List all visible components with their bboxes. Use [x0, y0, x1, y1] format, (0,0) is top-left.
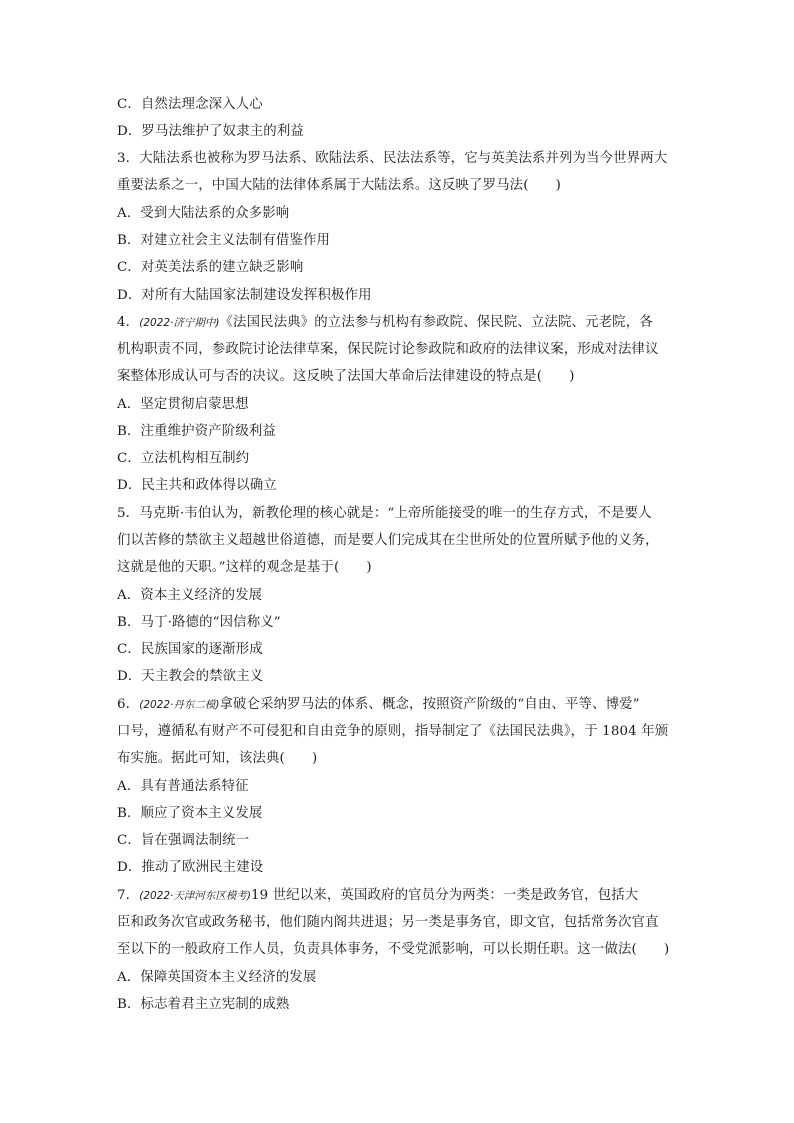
question-number: 3． — [117, 151, 140, 166]
question-6-stem-line-3: 布实施。据此可知，该法典( ) — [117, 751, 318, 766]
question-number: 7． — [117, 888, 140, 903]
option-q7-a: A．保障英国资本主义经济的发展 — [117, 970, 317, 985]
option-q4-a: A．坚定贯彻启蒙思想 — [117, 397, 249, 412]
stem-text: 拿破仑采纳罗马法的体系、概念，按照资产阶级的“自由、平等、博爱” — [219, 697, 640, 712]
option-q6-a: A．具有普通法系特征 — [117, 779, 249, 794]
option-q6-d: D．推动了欧洲民主建设 — [117, 860, 264, 875]
question-6-stem-line-2: 口号，遵循私有财产不可侵犯和自由竞争的原则，指导制定了《法国民法典》，于 1804 年颁 — [117, 724, 669, 739]
option-q5-c: C．民族国家的逐渐形成 — [117, 642, 263, 657]
question-number: 4． — [117, 315, 140, 330]
option-q3-c: C．对英美法系的建立缺乏影响 — [117, 260, 304, 275]
option-q6-b: B．顺应了资本主义发展 — [117, 806, 263, 821]
question-7-stem-line-2: 臣和政务次官或政务秘书，他们随内阁共进退；另一类是事务官，即文官，包括常务次官直 — [117, 915, 659, 930]
option-q3-a: A．受到大陆法系的众多影响 — [117, 206, 290, 221]
option-q5-a: A．资本主义经济的发展 — [117, 588, 263, 603]
option-q3-d: D．对所有大陆国家法制建设发挥积极作用 — [117, 288, 372, 303]
stem-text: 马克斯·韦伯认为，新教伦理的核心就是：“上帝所能接受的唯一的生存方式，不是要人 — [139, 506, 652, 521]
option-q5-d: D．天主教会的禁欲主义 — [117, 669, 264, 684]
question-5-stem-line-2: 们以苦修的禁欲主义超越世俗道德，而是要人们完成其在尘世所处的位置所赋予他的义务， — [117, 533, 659, 548]
question-number: 6． — [117, 697, 140, 712]
question-source: (2022·济宁期中) — [139, 317, 220, 329]
option-q4-b: B．注重维护资产阶级利益 — [117, 424, 276, 439]
option-q5-b: B．马丁·路德的“因信称义” — [117, 615, 281, 630]
question-3-stem-line-2: 重要法系之一，中国大陆的法律体系属于大陆法系。这反映了罗马法( ) — [117, 178, 562, 193]
option-q3-b: B．对建立社会主义法制有借鉴作用 — [117, 233, 331, 248]
question-4-stem-line-2: 机构职责不同，参政院讨论法律草案，保民院讨论参政院和政府的法律议案，形成对法律议 — [117, 342, 659, 357]
option-q7-b: B．标志着君主立宪制的成熟 — [117, 997, 290, 1012]
stem-text: 19 世纪以来，英国政府的官员分为两类：一类是政务官，包括大 — [250, 888, 639, 903]
question-5-stem-line-3: 这就是他的天职。”这样的观念是基于( ) — [117, 560, 372, 575]
question-5-stem-line-1 — [117, 505, 652, 523]
option-q2-c: C．自然法理念深入人心 — [117, 97, 263, 112]
question-source: (2022·天津河东区模考) — [139, 890, 251, 902]
question-4-stem-line-1 — [117, 314, 653, 332]
question-7-stem-line-1 — [117, 887, 638, 905]
question-4-stem-line-3: 案整体形成认可与否的决议。这反映了法国大革命后法律建设的特点是( ) — [117, 369, 575, 384]
option-q6-c: C．旨在强调法制统一 — [117, 833, 250, 848]
stem-text: 《法国民法典》的立法参与机构有参政院、保民院、立法院、元老院，各 — [219, 315, 653, 330]
question-number: 5． — [117, 506, 140, 521]
question-6-stem-line-1 — [117, 696, 640, 714]
option-q4-d: D．民主共和政体得以确立 — [117, 478, 277, 493]
stem-text: 大陆法系也被称为罗马法系、欧陆法系、民法法系等，它与英美法系并列为当今世界两大 — [139, 151, 668, 166]
option-q2-d: D．罗马法维护了奴隶主的利益 — [117, 124, 304, 139]
question-7-stem-line-3: 至以下的一般政府工作人员，负责具体事务，不受党派影响，可以长期任职。这一做法( ) — [117, 942, 670, 957]
question-source: (2022·丹东二模) — [139, 699, 220, 711]
option-q4-c: C．立法机构相互制约 — [117, 451, 250, 466]
question-3-stem-line-1 — [117, 150, 667, 168]
